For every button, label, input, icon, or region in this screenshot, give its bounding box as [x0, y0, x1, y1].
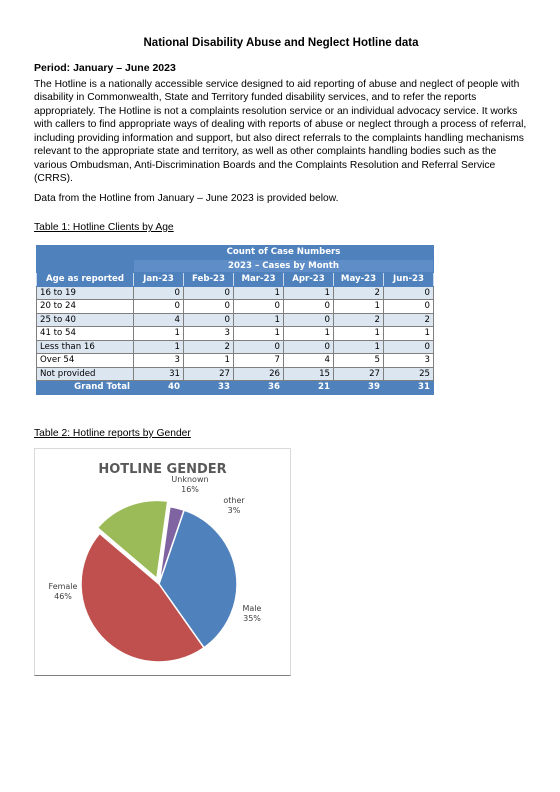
cell-value: 2 [184, 340, 234, 354]
slice-label-other-pct: 3% [227, 506, 241, 515]
cell-value: 31 [134, 367, 184, 381]
cell-value: 0 [384, 340, 434, 354]
cell-value: 2 [334, 313, 384, 327]
table-row [37, 327, 434, 341]
cell-value: 36 [234, 381, 284, 395]
table-total-row [37, 381, 434, 395]
cell-value: 0 [234, 300, 284, 314]
cell-value: 1 [134, 327, 184, 341]
cell-value: 0 [184, 286, 234, 300]
cell-value: 3 [134, 354, 184, 368]
cell-value: 1 [284, 327, 334, 341]
table-row [37, 300, 434, 314]
cell-value: 1 [234, 313, 284, 327]
cell-value: 21 [284, 381, 334, 395]
row-label: Grand Total [37, 381, 134, 395]
row-label: Less than 16 [37, 340, 134, 354]
slice-label-male [232, 604, 272, 624]
column-header-month: Feb-23 [184, 273, 234, 287]
column-header-month: Jun-23 [384, 273, 434, 287]
cell-value: 1 [234, 327, 284, 341]
column-header-month: May-23 [334, 273, 384, 287]
table-corner [37, 246, 134, 260]
table2-caption: Table 2: Hotline reports by Gender [34, 428, 191, 439]
cell-value: 2 [384, 313, 434, 327]
column-header-month: Apr-23 [284, 273, 334, 287]
table-header-month-group: 2023 – Cases by Month [134, 259, 434, 273]
cell-value: 0 [284, 300, 334, 314]
slice-label-unknown-name: Unknown [171, 475, 209, 484]
cell-value: 4 [134, 313, 184, 327]
cell-value: 0 [384, 286, 434, 300]
cell-value: 0 [284, 340, 334, 354]
table-row [37, 313, 434, 327]
cell-value: 0 [184, 300, 234, 314]
cell-value: 0 [384, 300, 434, 314]
cell-value: 4 [284, 354, 334, 368]
cell-value: 26 [234, 367, 284, 381]
cell-value: 0 [134, 300, 184, 314]
slice-label-female-name: Female [48, 582, 78, 591]
cell-value: 1 [334, 327, 384, 341]
column-header-age: Age as reported [37, 273, 134, 287]
table1-caption: Table 1: Hotline Clients by Age [34, 222, 174, 233]
cell-value: 2 [334, 286, 384, 300]
cell-value: 27 [334, 367, 384, 381]
cell-value: 1 [384, 327, 434, 341]
pie-svg [35, 449, 290, 675]
cell-value: 1 [284, 286, 334, 300]
table-row [37, 340, 434, 354]
chart-title: HOTLINE GENDER [98, 462, 227, 477]
slice-label-male-pct: 35% [243, 614, 261, 623]
cell-value: 0 [284, 313, 334, 327]
cell-value: 0 [184, 313, 234, 327]
cell-value: 40 [134, 381, 184, 395]
slice-label-female-pct: 46% [54, 592, 72, 601]
table-body [37, 286, 434, 394]
row-label: 16 to 19 [37, 286, 134, 300]
cell-value: 25 [384, 367, 434, 381]
row-label: 25 to 40 [37, 313, 134, 327]
cell-value: 7 [234, 354, 284, 368]
cell-value: 27 [184, 367, 234, 381]
gender-pie-chart [34, 448, 291, 676]
row-label: 20 to 24 [37, 300, 134, 314]
cell-value: 39 [334, 381, 384, 395]
cell-value: 33 [184, 381, 234, 395]
cell-value: 0 [134, 286, 184, 300]
row-label: 41 to 54 [37, 327, 134, 341]
cell-value: 1 [334, 340, 384, 354]
cell-value: 1 [234, 286, 284, 300]
hotline-age-table [36, 245, 434, 395]
table-row [37, 367, 434, 381]
cell-value: 5 [334, 354, 384, 368]
page-title: National Disability Abuse and Neglect Hotline data [143, 37, 419, 49]
cell-value: 0 [234, 340, 284, 354]
cell-value: 3 [184, 327, 234, 341]
column-header-month: Jan-23 [134, 273, 184, 287]
data-note: Data from the Hotline from January – June 2023 is provided below. [34, 193, 339, 204]
table-header-count: Count of Case Numbers [134, 246, 434, 260]
period-heading: Period: January – June 2023 [34, 62, 176, 74]
cell-value: 15 [284, 367, 334, 381]
table-row [37, 354, 434, 368]
intro-paragraph: The Hotline is a nationally accessible service designed to aid reporting of abuse and neglect of people with disability in Commonwealth, State and Territory funded disability services, and to refer the reports appropriately. The Hotline is not a complaints resolution service or an individual advocacy service. It works with callers to find appropriate ways of dealing with reports of abuse or neglect through a process of referral, including providing information and support, but also direct referrals to the complaints handling mechanisms relevant to the appropriate state and territory, as well as other complaints handling bodies such as the various Ombudsman, Anti-Discrimination Boards and the Complaints Resolution and Referral Service (CRRS). [34, 79, 527, 185]
cell-value: 31 [384, 381, 434, 395]
cell-value: 1 [184, 354, 234, 368]
cell-value: 1 [134, 340, 184, 354]
row-label: Not provided [37, 367, 134, 381]
slice-label-other [214, 496, 254, 516]
slice-label-unknown-pct: 16% [181, 485, 199, 494]
slice-label-female [43, 582, 83, 602]
row-label: Over 54 [37, 354, 134, 368]
cell-value: 3 [384, 354, 434, 368]
column-header-month: Mar-23 [234, 273, 284, 287]
cell-value: 1 [334, 300, 384, 314]
table-row [37, 286, 434, 300]
table-corner-2 [37, 259, 134, 273]
slice-label-male-name: Male [242, 604, 262, 613]
slice-label-unknown [165, 475, 215, 495]
slice-label-other-name: other [223, 496, 245, 505]
